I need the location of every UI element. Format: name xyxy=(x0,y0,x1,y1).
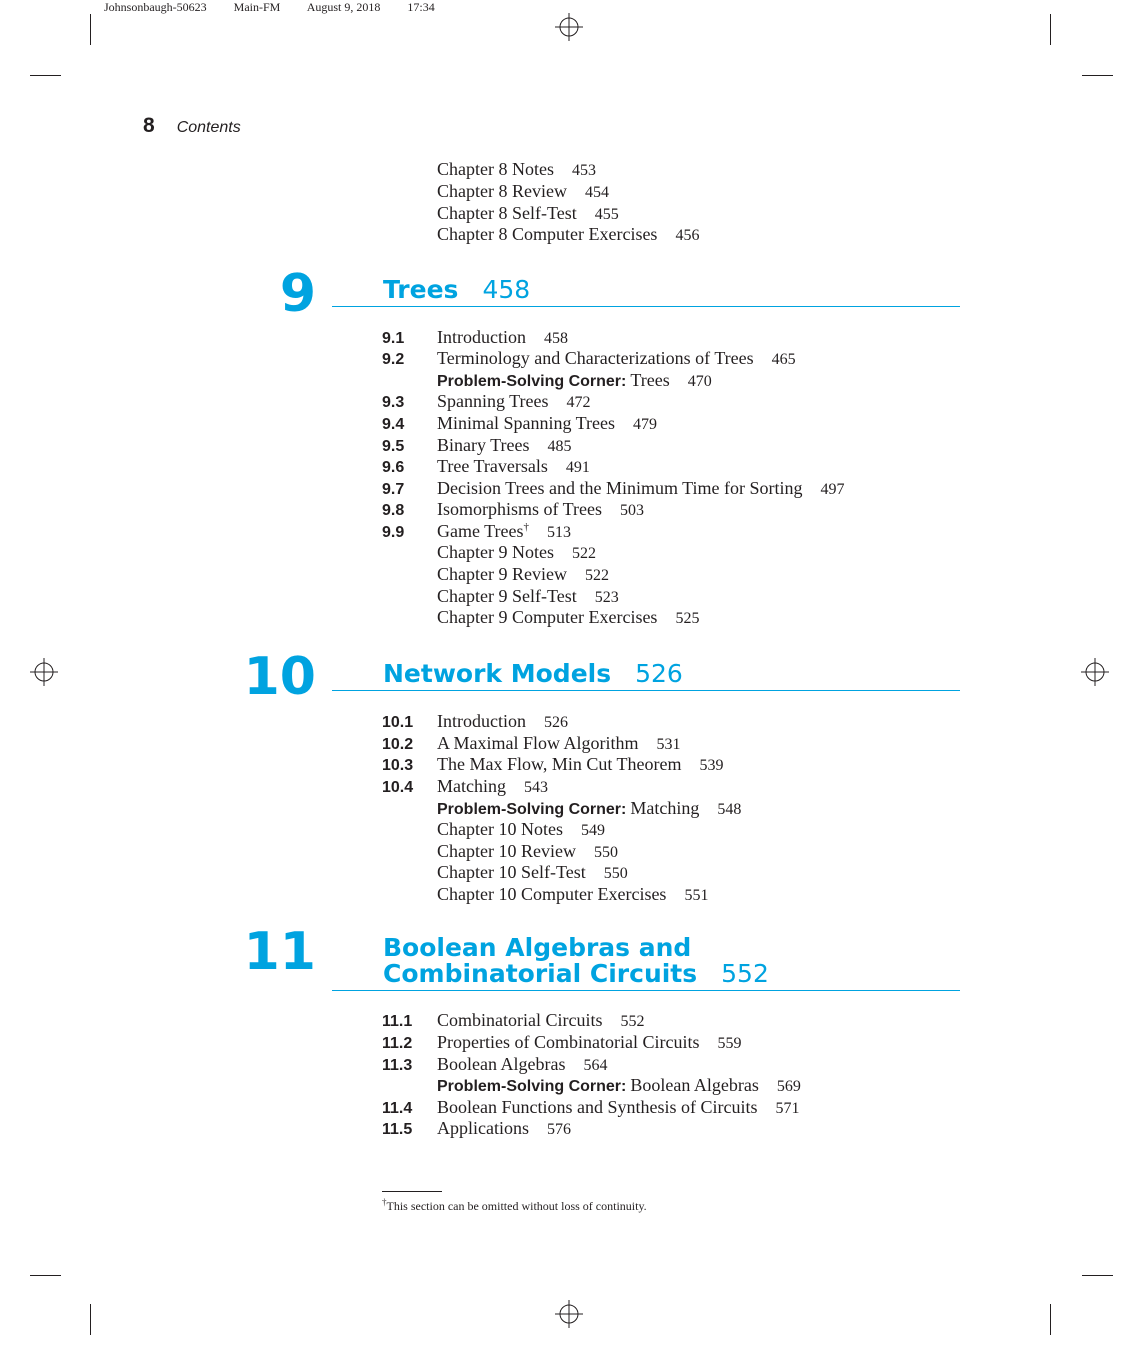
toc-entry-page: 497 xyxy=(820,481,845,498)
footnote xyxy=(382,1197,647,1214)
section-number: 9.4 xyxy=(382,416,405,433)
toc-entry[interactable] xyxy=(382,776,548,798)
toc-entry-page: 456 xyxy=(675,227,700,244)
toc-entry-title: Terminology and Characterizations of Trees xyxy=(437,348,754,368)
section-number: 9.6 xyxy=(382,459,405,476)
toc-entry-title: Spanning Trees xyxy=(437,391,549,411)
section-number: 11.3 xyxy=(382,1057,413,1074)
chapter-heading[interactable] xyxy=(383,277,853,303)
toc-entry[interactable] xyxy=(382,1118,571,1140)
toc-entry-page: 531 xyxy=(656,736,681,753)
toc-entry-page: 479 xyxy=(633,416,658,433)
toc-entry-title: Matching xyxy=(437,776,506,796)
registration-mark-icon xyxy=(30,658,58,686)
toc-entry-page: 543 xyxy=(524,779,548,796)
chapter-number: 10 xyxy=(243,647,316,707)
toc-entry-page: 552 xyxy=(620,1013,645,1030)
toc-entry-title: Trees xyxy=(630,370,670,390)
chapter-rule xyxy=(332,690,960,691)
toc-entry-page: 559 xyxy=(717,1035,742,1052)
toc-entry-page: 551 xyxy=(684,887,709,904)
toc-entry[interactable] xyxy=(382,1097,799,1119)
toc-entry[interactable] xyxy=(382,224,699,246)
section-number: 10.4 xyxy=(382,779,414,796)
toc-entry[interactable] xyxy=(382,391,591,413)
toc-entry[interactable] xyxy=(382,348,796,370)
toc-entry-page: 453 xyxy=(571,162,596,179)
chapter-title: Boolean Algebras and Combinatorial Circuits xyxy=(383,933,698,988)
toc-entry-title: Chapter 8 Self-Test xyxy=(437,203,577,223)
toc-entry[interactable] xyxy=(382,521,571,543)
printer-slug xyxy=(104,0,459,15)
toc-entry-title: Properties of Combinatorial Circuits xyxy=(437,1032,700,1052)
toc-entry-page: 454 xyxy=(584,184,609,201)
crop-mark xyxy=(30,1275,61,1276)
chapter-page: 458 xyxy=(482,275,531,304)
toc-entry[interactable] xyxy=(382,1054,607,1076)
toc-entry-page: 539 xyxy=(699,757,724,774)
problem-solving-label: Problem-Solving Corner: xyxy=(437,373,627,390)
chapter-title: Trees xyxy=(383,275,459,304)
toc-entry-title: Game Trees† xyxy=(437,521,529,541)
toc-entry-page: 576 xyxy=(547,1121,571,1138)
toc-entry-title: Chapter 10 Review xyxy=(437,841,576,861)
section-number: 9.9 xyxy=(382,524,405,541)
toc-entry-title: Boolean Functions and Synthesis of Circuits xyxy=(437,1097,758,1117)
toc-entry[interactable] xyxy=(382,1075,801,1097)
registration-mark-icon xyxy=(555,1300,583,1328)
crop-mark xyxy=(1082,1275,1113,1276)
toc-entry-page: 522 xyxy=(571,545,596,562)
toc-entry[interactable] xyxy=(382,884,708,906)
toc-entry-title: Chapter 9 Self-Test xyxy=(437,586,577,606)
registration-mark-icon xyxy=(555,13,583,41)
toc-entry[interactable] xyxy=(382,327,568,349)
section-number: 9.2 xyxy=(382,351,405,368)
toc-entry-page: 550 xyxy=(603,865,628,882)
toc-entry-title: The Max Flow, Min Cut Theorem xyxy=(437,754,682,774)
toc-entry-page: 503 xyxy=(620,502,645,519)
toc-entry-title: Chapter 9 Review xyxy=(437,564,567,584)
toc-entry-title: Decision Trees and the Minimum Time for Sorting xyxy=(437,478,803,498)
toc-entry[interactable] xyxy=(382,564,609,586)
page-number: 8 xyxy=(143,114,155,137)
section-number: 9.3 xyxy=(382,394,405,411)
toc-entry-title: Introduction xyxy=(437,327,526,347)
toc-entry[interactable] xyxy=(382,607,699,629)
toc-entry[interactable] xyxy=(382,203,619,225)
toc-entry[interactable] xyxy=(382,499,644,521)
toc-entry-page: 522 xyxy=(584,567,609,584)
slug-section: Main-FM xyxy=(233,0,281,14)
chapter-page: 552 xyxy=(721,959,769,988)
toc-entry-page: 526 xyxy=(543,714,568,731)
toc-entry-title: Isomorphisms of Trees xyxy=(437,499,603,519)
section-number: 9.5 xyxy=(382,438,405,455)
chapter-title: Network Models xyxy=(383,659,612,688)
toc-entry-page: 550 xyxy=(593,844,618,861)
toc-entry-page: 548 xyxy=(717,801,742,818)
slug-time: 17:34 xyxy=(407,0,435,14)
toc-entry[interactable] xyxy=(382,1032,741,1054)
crop-mark xyxy=(30,75,61,76)
toc-entry-title: Chapter 8 Notes xyxy=(437,159,554,179)
toc-entry-title: Combinatorial Circuits xyxy=(437,1010,603,1030)
toc-entry-page: 485 xyxy=(547,438,572,455)
chapter-number: 9 xyxy=(279,264,316,324)
toc-entry-page: 458 xyxy=(543,330,568,347)
toc-entry-title: Chapter 9 Computer Exercises xyxy=(437,607,658,627)
toc-entry-page: 472 xyxy=(566,394,591,411)
footnote-text: This section can be omitted without loss of continuity. xyxy=(386,1199,647,1213)
toc-entry[interactable] xyxy=(382,370,712,392)
section-number: 10.3 xyxy=(382,757,414,774)
toc-entry-title: Tree Traversals xyxy=(437,456,548,476)
toc-entry-page: 523 xyxy=(594,589,619,606)
chapter-heading[interactable] xyxy=(383,935,853,987)
toc-entry-title: Chapter 10 Computer Exercises xyxy=(437,884,667,904)
crop-mark xyxy=(1050,1304,1051,1335)
problem-solving-label: Problem-Solving Corner: xyxy=(437,1078,627,1095)
toc-entry-page: 549 xyxy=(580,822,605,839)
toc-entry[interactable] xyxy=(382,456,590,478)
toc-entry[interactable] xyxy=(382,181,609,203)
section-number: 11.2 xyxy=(382,1035,413,1052)
section-number: 11.5 xyxy=(382,1121,413,1138)
section-number: 10.2 xyxy=(382,736,414,753)
dagger-mark: † xyxy=(523,521,529,533)
toc-entry[interactable] xyxy=(382,754,723,776)
toc-entry-page: 564 xyxy=(583,1057,608,1074)
toc-entry-title: Chapter 8 Computer Exercises xyxy=(437,224,658,244)
toc-entry-page: 470 xyxy=(687,373,712,390)
crop-mark xyxy=(90,1304,91,1335)
chapter-heading[interactable] xyxy=(383,661,853,687)
toc-entry[interactable] xyxy=(382,862,628,884)
chapter-rule xyxy=(332,990,960,991)
toc-entry-title: Boolean Algebras xyxy=(437,1054,566,1074)
toc-entry[interactable] xyxy=(382,841,618,863)
toc-entry-title: Chapter 8 Review xyxy=(437,181,567,201)
section-number: 10.1 xyxy=(382,714,414,731)
toc-entry[interactable] xyxy=(382,435,572,457)
toc-entry-title: Chapter 9 Notes xyxy=(437,542,554,562)
toc-entry[interactable] xyxy=(382,413,657,435)
registration-mark-icon xyxy=(1081,658,1109,686)
slug-book-id: Johnsonbaugh-50623 xyxy=(104,0,207,14)
footnote-rule xyxy=(382,1191,442,1192)
toc-entry-page: 513 xyxy=(547,524,571,541)
toc-entry[interactable] xyxy=(382,733,681,755)
toc-entry[interactable] xyxy=(382,1010,644,1032)
section-number: 9.1 xyxy=(382,330,405,347)
toc-entry[interactable] xyxy=(382,711,568,733)
footnote-mark: † xyxy=(382,1197,387,1207)
crop-mark xyxy=(1050,14,1051,45)
toc-entry[interactable] xyxy=(382,159,596,181)
toc-entry[interactable] xyxy=(382,586,619,608)
slug-date: August 9, 2018 xyxy=(306,0,381,14)
section-number: 9.7 xyxy=(382,481,405,498)
toc-entry[interactable] xyxy=(382,819,605,841)
chapter-page: 526 xyxy=(635,659,683,688)
chapter-number: 11 xyxy=(243,922,316,982)
running-head xyxy=(143,114,241,138)
toc-entry-title: Chapter 10 Self-Test xyxy=(437,862,586,882)
toc-entry-page: 571 xyxy=(775,1100,800,1117)
toc-entry-page: 455 xyxy=(594,206,619,223)
toc-entry-page: 569 xyxy=(776,1078,801,1095)
toc-entry[interactable] xyxy=(382,798,741,820)
toc-entry-page: 465 xyxy=(771,351,796,368)
toc-entry-title: Minimal Spanning Trees xyxy=(437,413,616,433)
toc-entry-title: A Maximal Flow Algorithm xyxy=(437,733,639,753)
toc-entry[interactable] xyxy=(382,478,845,500)
toc-entry-page: 525 xyxy=(675,610,700,627)
section-number: 11.4 xyxy=(382,1100,413,1117)
problem-solving-label: Problem-Solving Corner: xyxy=(437,801,627,818)
crop-mark xyxy=(90,14,91,45)
chapter-rule xyxy=(332,306,960,307)
toc-entry[interactable] xyxy=(382,542,596,564)
running-head-title: Contents xyxy=(176,119,241,136)
toc-entry-page: 491 xyxy=(565,459,590,476)
toc-entry-title: Boolean Algebras xyxy=(630,1075,759,1095)
section-number: 9.8 xyxy=(382,502,405,519)
toc-entry-title: Introduction xyxy=(437,711,526,731)
section-number: 11.1 xyxy=(382,1013,413,1030)
toc-entry-title: Chapter 10 Notes xyxy=(437,819,563,839)
toc-entry-title: Applications xyxy=(437,1118,529,1138)
toc-entry-title: Binary Trees xyxy=(437,435,530,455)
toc-entry-title: Matching xyxy=(630,798,700,818)
crop-mark xyxy=(1082,75,1113,76)
